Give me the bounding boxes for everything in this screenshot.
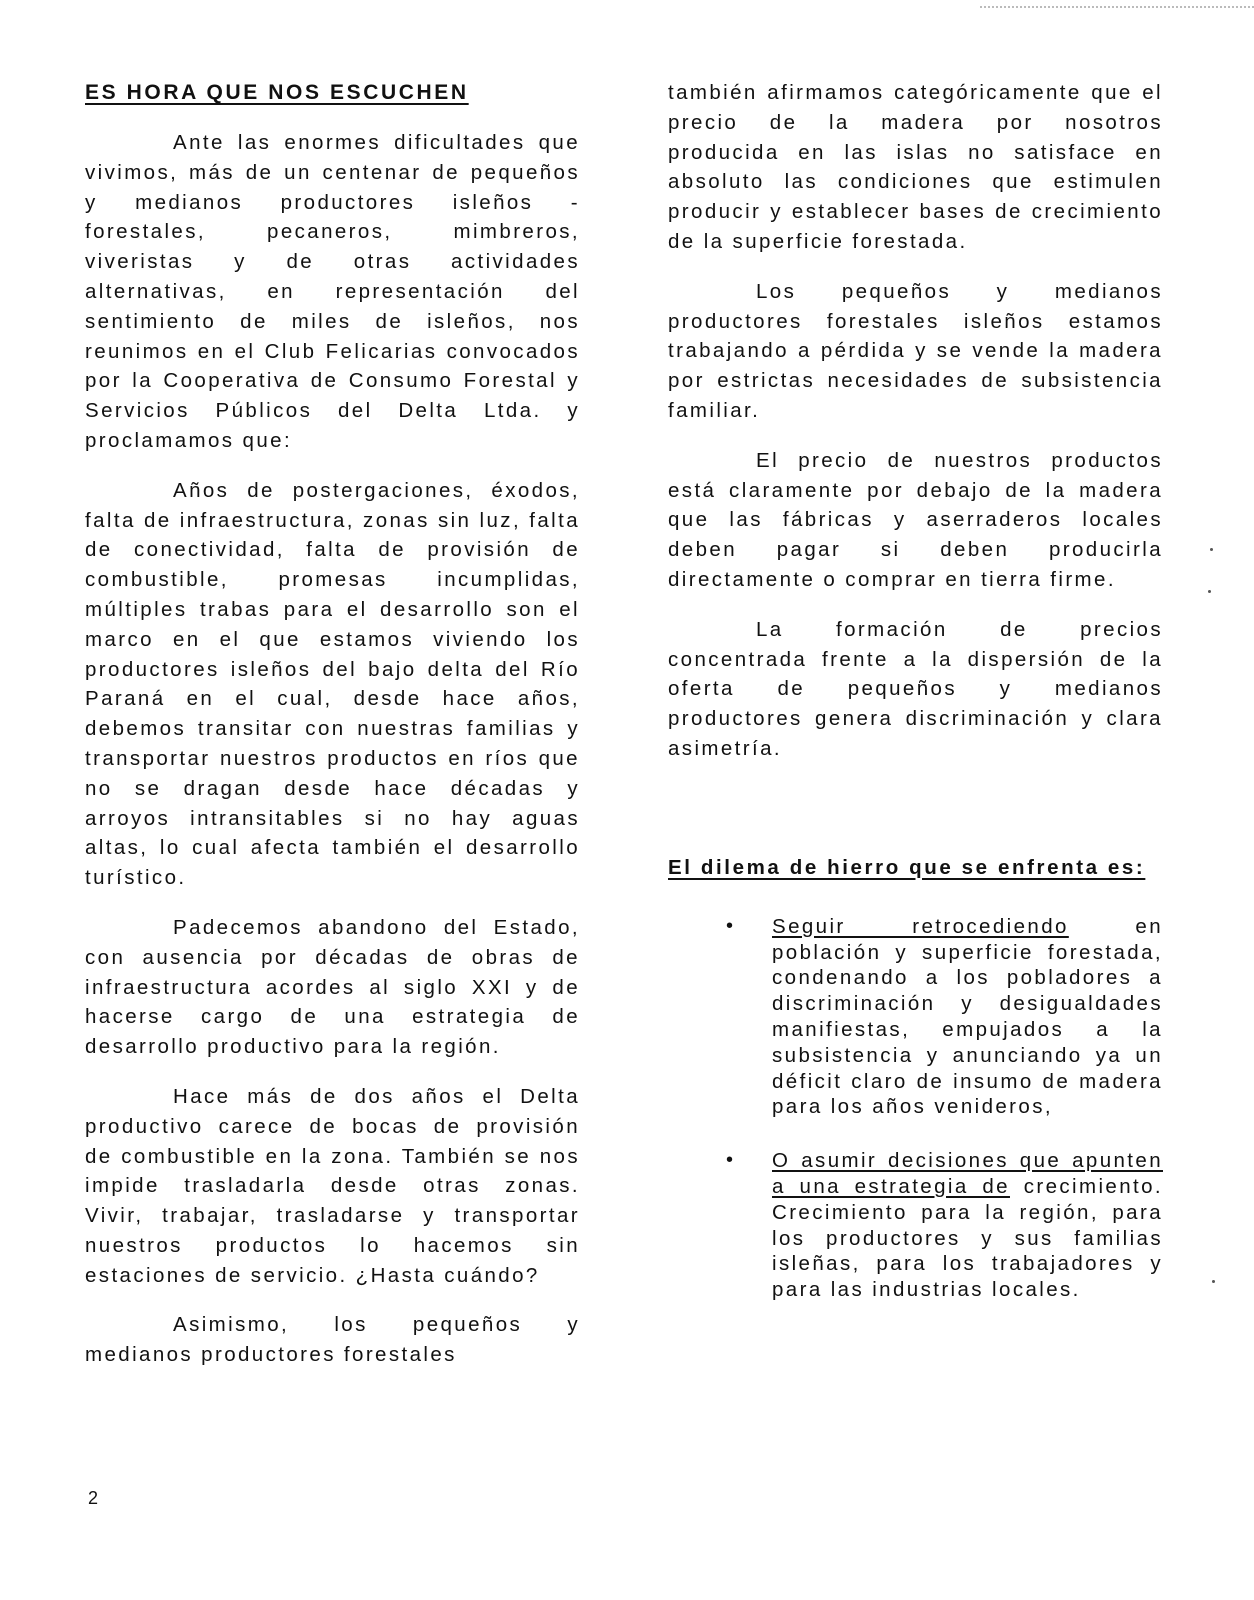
page-number: 2 <box>88 1488 99 1508</box>
scan-speck <box>1208 590 1211 593</box>
paragraph: Ante las enormes dificultades que vivimos, más de un centenar de pequeños y medianos productores isleños -forestales, pecaneros, mimbreros, viveristas y de otras actividades alternativas, en representación del sentimiento de miles de isleños, nos reunimos en el Club Felicarias convocados por la Cooperativa de Consumo Forestal y Servicios Públicos del Delta Ltda. y proclamamos que: <box>85 131 580 452</box>
dilemma-heading: El dilema de hierro que se enfrenta es: <box>668 855 1146 879</box>
bullet-text: en población y superficie forestada, condenando a los pobladores a discriminación y desigualdades manifiestas, empujados a la subsistencia y anunciando ya un déficit claro de insumo de madera para los años venideros, <box>772 914 1163 1119</box>
bullet-icon: • <box>726 1149 736 1172</box>
bullet-text: crecimiento. Crecimiento para la región, para los productores y sus familias isleñas, para los trabajadores y para las industrias locales. <box>772 1174 1164 1302</box>
scan-speck <box>1212 1280 1215 1283</box>
paragraph-continuation: también afirmamos categóricamente que el precio de la madera por nosotros producida en las islas no satisface en absoluto las condiciones que estimulen producir y establecer bases de crecimiento de la superficie forestada. <box>668 81 1163 253</box>
left-column <box>85 78 580 1370</box>
paragraph: Padecemos abandono del Estado, con ausencia por décadas de obras de infraestructura acordes al siglo XXI y de hacerse cargo de una estrategia de desarrollo productivo para la región. <box>85 915 580 1059</box>
paragraph: El precio de nuestros productos está claramente por debajo de la madera que las fábricas y aserraderos locales deben pagar si deben producirla directamente o comprar en tierra firme. <box>668 448 1163 591</box>
right-column <box>668 78 1163 1303</box>
top-edge-line <box>980 6 1254 8</box>
bullet-underlined-text: Seguir retrocediendo <box>772 914 1069 938</box>
paragraph: Los pequeños y medianos productores forestales isleños estamos trabajando a pérdida y se vende la madera por estrictas necesidades de subsistencia familiar. <box>668 279 1163 422</box>
dilemma-list <box>668 914 1163 1303</box>
bullet-icon: • <box>726 914 736 937</box>
list-item <box>668 1148 1163 1303</box>
paragraph: Hace más de dos años el Delta productivo carece de bocas de provisión de combustible en la zona. También se nos impide trasladarla desde otras zonas. Vivir, trabajar, trasladarse y transportar nuestros productos lo hacemos sin estaciones de servicio. ¿Hasta cuándo? <box>85 1084 580 1287</box>
paragraph: Años de postergaciones, éxodos, falta de infraestructura, zonas sin luz, falta de conectividad, falta de provisión de combustible, promesas incumplidas, múltiples trabas para el desarrollo son el marco en el que estamos viviendo los productores isleños del bajo delta del Río Paraná en el cual, desde hace años, debemos transitar con nuestras familias y transportar nuestros productos en ríos que no se dragan desde hace décadas y arroyos intransitables si no hay aguas altas, lo cual afecta también el desarrollo turístico. <box>85 478 580 890</box>
paragraph: La formación de precios concentrada frente a la dispersión de la oferta de pequeños y medianos productores genera discriminación y clara asimetría. <box>668 617 1163 760</box>
article-heading: ES HORA QUE NOS ESCUCHEN <box>85 81 469 104</box>
list-item <box>668 914 1163 1120</box>
scan-speck <box>1210 548 1213 551</box>
bullet-underlined-text: O asumir decisiones que apunten a una estrategia de <box>772 1149 1163 1198</box>
paragraph: Asimismo, los pequeños y medianos productores forestales <box>85 1313 580 1367</box>
